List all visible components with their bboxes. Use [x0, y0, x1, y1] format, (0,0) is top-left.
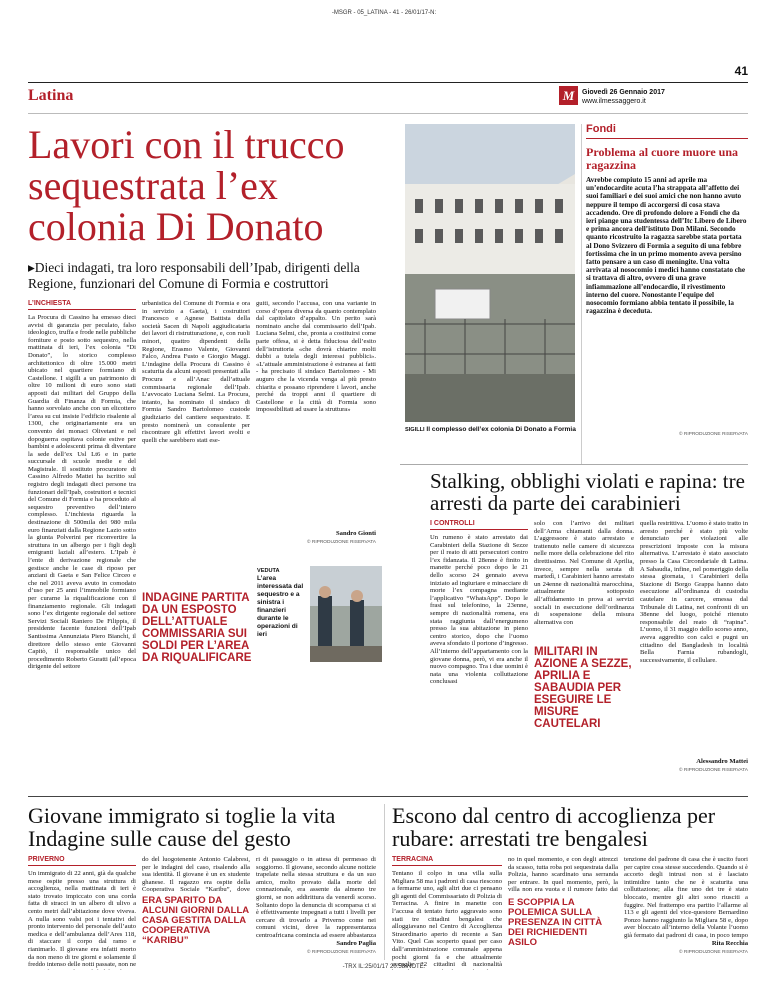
website: www.ilmessaggero.it — [582, 98, 646, 105]
lead-signature: Sandro Gionti — [335, 530, 376, 537]
lead-subhead: ▸Dieci indagati, tra loro responsabili dell’Ipab, dirigenti della Regione, funzionari del Comune di Formia e costruttori — [28, 260, 360, 291]
bottom-column-rule — [384, 804, 385, 960]
terracina-text-2: no in quel momento, e con degli attrezzi da scasso, tutta roba poi sequestrata dalla Polizia, hanno scardinato una serranda per entrare. In quel momento, però, la villa non era vuota e il rumore fatto dai — [508, 856, 618, 894]
separator-bottom — [28, 796, 748, 797]
fondi-rights: © RIPRODUZIONE RISERVATA — [678, 432, 748, 437]
ex-colonia-building-image — [405, 124, 575, 422]
fondi-label: Fondi — [586, 123, 748, 139]
priverno-text-1: Un immigrato di 22 anni, già da qualche mese ospite presso una struttura di accoglienza, nella mattinata di ieri è stato trovato impiccato con una corda fatta di stracci in un albero di ulivo a cento metri dall’abitazione dove viveva. A nulla sono valsi poi i tentativi del pronto intervento del personale dell’auto medica e dell’ambulanza dell’Ares 118, di staccare il corpo dal ramo e rianimarlo. Il giovane era infatti morto da non meno di tre giorni e solamente il freddo intenso delle notti passate, non ne — [28, 870, 136, 969]
lead-text-2: urbanistica del Comune di Formia e ora in servizio a Gaeta), i costruttori Francesco e Agnese Battista della società Sacen di Napoli aggiudicataria dei lavori di ristrutturazione, e, con ruoli minori, quattro dipendenti della Regione, Erasmo Valente, Giovanni Falco, Andrea Fusto e Giorgio Maggi. L’indagine della Procura di Cassino è scaturita da alcuni esposti presentati alla Procura e all’Anac dall’attuale commissaria regionale dell’Ipab. L’avvocato Luciana Selmi. La Procura, intanto, ha nominato il sindaco di Formia Sandro Bartolomeo custode giudiziario del cantiere sequestrato. E presto nominerà un consulente per riscontrare gli effettivi lavori svolti e quelli che sarebbero stati ese- — [142, 300, 250, 444]
section-title: Latina — [28, 87, 74, 104]
page-slug: -MSGR - 05_LATINA - 41 - 26/01/17-N: — [331, 10, 437, 16]
issue-date: Giovedì 26 Gennaio 2017 — [582, 89, 665, 96]
page-number: 41 — [734, 64, 748, 78]
priverno-signature: Sandro Paglia — [336, 940, 376, 947]
lead-column-3 — [256, 300, 376, 545]
stalking-pull-quote: MILITARI IN AZIONE A SEZZE, APRILIA E SABAUDIA PER ESEGUIRE LE MISURE CAUTELARI — [534, 646, 632, 730]
terracina-signature: Rita Recchia — [711, 940, 748, 947]
stalking-signature: Alessandro Mattei — [696, 758, 748, 765]
finanzieri-image — [310, 566, 382, 662]
priverno-column-1 — [28, 856, 136, 970]
lead-photo — [405, 124, 575, 422]
issue-date-block — [582, 88, 665, 106]
terracina-rights: © RIPRODUZIONE RISERVATA — [678, 949, 748, 955]
terracina-column-1 — [392, 856, 502, 970]
stalking-column-3 — [640, 520, 748, 773]
lead-headline: Lavori con il trucco sequestrata l’ex colonia Di Donato — [28, 122, 345, 249]
section-rule — [28, 113, 748, 114]
terracina-pull-quote: E SCOPPIA LA POLEMICA SULLA PRESENZA IN CITTÀ DEI RICHIEDENTI ASILO — [508, 897, 603, 948]
stalking-headline: Stalking, obblighi violati e rapina: tre arresti da parte dei carabinieri — [430, 469, 745, 515]
lead-rights: © RIPRODUZIONE RISERVATA — [306, 539, 376, 545]
terracina-kicker: TERRACINA — [392, 856, 502, 866]
top-rule — [28, 82, 748, 83]
stalking-kicker: I CONTROLLI — [430, 520, 528, 530]
finanzieri-caption-label: VEDUTA — [257, 568, 280, 574]
finanzieri-caption-text: L’area interessata dal sequestro e a sinistra i finanzieri durante le operazioni di ieri — [257, 575, 304, 638]
priverno-pull-quote: ERA SPARITO DA ALCUNI GIORNI DALLA CASA GESTITA DALLA COOPERATIVA “KARIBU” — [142, 895, 249, 946]
terracina-text-1: Tentano il colpo in una villa sulla Migliara 58 ma i padroni di casa riescono a fermarne uno, agli altri due ci pensano gli agenti del Commissariato di Polizia di Terracina. A finire in manette con l’accusa di tentato furto aggravato sono stati tre cittadini bengalesi che alloggiavano nel Centro di Accoglienza Straordinario aperto di recente a San Vito. Quel Cas scoperto quasi per caso dall’amministrazione comunale appena pochi giorni fa e che attualmente accoglie 22 cittadini di nazionalità — [392, 870, 502, 969]
page-footer-slug: -TRX IL:25/01/17 20:58-NOTE: — [342, 964, 426, 970]
column-rule — [581, 124, 582, 464]
lead-kicker: L’INCHIESTA — [28, 300, 136, 310]
lead-text-3: guiti, secondo l’accusa, con una variante in corso d’opera diversa da quanto contemplato dal capitolato d’appalto. Un perito sarà nominato anche dal commissario dell’Ipab. Luciana Selmi, che, pronta a costituirsi come parte offesa, si è detta fiduciosa dell’esito dell’istruttoria «che dovrà chiarire molti dubbi a tutela degli interessi pubblici». «L’attuale amministrazione è estranea ai fatti - ha precisato il sindaco Bartolomeo - Mi auguro che la vicenda venga al più presto chiarita e possano riprendere i lavori, anche perché da troppi anni il quartiere di Castellone e la città di Formia sono impossibilitati ad usare la struttura» — [256, 300, 376, 414]
lead-pull-quote-text: INDAGINE PARTITA DA UN ESPOSTO DELL’ATTUALE COMMISSARIA SUI SOLDI PER L’AREA DA RIQUALIFICARE — [142, 592, 252, 664]
priverno-rights: © RIPRODUZIONE RISERVATA — [306, 949, 376, 955]
finanzieri-photo — [310, 566, 382, 662]
lead-text-1: La Procura di Cassino ha emesso dieci avvisi di garanzia per peculato, falso ideologico, truffa e frode nelle pubbliche forniture e posto sotto sequestro, nella mattinata di ieri, l’ex colonia “Di Donato”, lo storico complesso architettonico di oltre 15.000 metri ubicato nel quartiere formiano di Castellone. I sigilli a un patrimonio di oltre 10 milioni di euro sono stati apposti dai militari del Gruppo della Guardia di Finanza di Formia, che hanno sorvolato anche con un elicottero l’area su cui insiste l’edificio risalente al 1300, che originariamente era un convento dei monaci Olivetani e nel dopoguerra ospitava colonie estive per bambini e adolescenti prima di diventare la sede dell’ex Usl Lt6 e in parte succursale di scuole medie e del Magistrale. Il sostituto procuratore di Cassino Alfredo Mattei ha iscritto sul registro degli indagati dieci persone tra funzionari dell’Ipab, costruttori e tecnici del Comune di Formia e ha proceduto al sequestro preventivo dell’intero complesso. L’inchiesta riguarda la destinazione di 500mila dei 980 mila euro finanziati dalla Regione Lazio sotto la giunta Polverini per riconvertire la struttura in un albergo per i figli degli emigranti laziali all’estero. L’Ipab è l’ente di derivazione regionale che gestisce anche le case di riposo per anziani di Gaeta e San Felice Circeo e che nel 2011 aveva avuto in comodato d’uso per 25 anni l’immobile formiano per curarne la riqualificazione con il finanziamento regionale. Gli indagati sono l’ex dirigente regionale del settore Servizi Sociali Raniero De Filippis, il presidente facente funzioni dell’Ipab Santissima Annunziata Piero Bianchi, il direttore dello stesso ente Giovanni Capitò, il responsabile unico del procedimento Roberto Guratti (all’epoca dirigente del settore — [28, 314, 136, 671]
lead-pull-quote — [142, 592, 252, 664]
priverno-text-3: ri di passaggio o in attesa di permesso di soggiorno. Il giovane, secondo alcune notizie trapelate nella stessa struttura e da un suo amico, molto provato dalla morte del connazionale, era assente da almeno tre giorni, se non addirittura da venerdì scorso. Soltanto dopo la denuncia di scomparsa ci si è effettivamente impegnati a tutti i livelli per cercare di trovarlo a Priverno come nei comuni vicini, dove la rappresentanza centroafricana comincia ad essere abbastanza — [256, 856, 376, 939]
caption-label: SIGILLI — [405, 427, 425, 433]
finanzieri-caption — [257, 567, 307, 639]
fondi-headline: Problema al cuore muore una ragazzina — [586, 145, 738, 172]
terracina-text-3: tenzione del padrone di casa che è uscito fuori per capire cosa stesse succedendo. Quando si è accorto degli intrusi non si è lasciato intimidire tanto che ne è scaturita una colluttazione; alla fine uno dei tre è stato bloccato, mentre gli altri sono riusciti a fuggire. Nel frattempo era partito l’allarme al 113 e gli agenti del vice-questore Bernardino Ponzo hanno raggiunto la Migliara 58 e, dopo aver bloccato all’interno della Volante l’uomo già fermato dai padroni di casa, in poco tempo — [624, 856, 748, 939]
priverno-column-3 — [256, 856, 376, 955]
stalking-text-1: Un rumeno è stato arrestato dai Carabinieri della Stazione di Sezze per il reato di atti persecutori contro l’ex fidanzata. Il 28enne è finito in manette perché poco dopo le 21 dello scorso 24 gennaio aveva iniziato ad ingiuriare e minacciare di morte l’ex compagna mediante l’applicativo “WhatsApp”. Dopo le frasi sul telefonino, la 23enne, sempre di nazionalità romena, era stata raggiunta dall’energumeno presso la sua abitazione in pieno centro storico, dopo che l’uomo aveva sfondato il portone d’ingresso. All’interno dell’appartamento con la giovane donna, però, vi era anche il nuovo compagno. Tra i due uomini è nata una violenta colluttazione conclusasi — [430, 534, 528, 686]
priverno-text-2: do del luogotenente Antonio Calabresi, per le indagini del caso, risalendo alla sua identità. Il giovane è un ex studente ghanese. Il ragazzo era ospite della Cooperativa Sociale “Karibu”, dove — [142, 856, 250, 892]
separator-stalking — [400, 464, 748, 465]
priverno-headline: Giovane immigrato si toglie la vita Indagine sulle cause del gesto — [28, 803, 336, 851]
priverno-kicker: PRIVERNO — [28, 856, 136, 866]
fondi-body: Avrebbe compiuto 15 anni ad aprile ma un’endocardite acuta l’ha strappata all’affetto dei suoi familiari e dei suoi amici che non hanno avuto neppure il tempo di accorgersi di cosa stava accadendo. Ore di profondo dolore a Fondi che da ieri piange una studentessa dell’Itc Libero de Libero e prima ancora dell’istituto Don Milani. Secondo quanto ricostruito la ragazza sarebbe stata portata al Dono Svizzero di Formia a seguito di una febbre fortissima che in un primo momento aveva persino fatto pensare a un caso di meningite. Una volta arrivata al nosocomio i medici hanno constatato che si trattava di altro, ovvero di una grave infiammazione all’endocardio, il rivestimento interno del cuore. Nonostante l’equipe del nosocomio formiano abbia tentato il possibile, la ragazzina è deceduta. — [586, 176, 747, 316]
lead-photo-caption — [405, 426, 580, 434]
terracina-column-3 — [624, 856, 748, 955]
terracina-headline: Escono dal centro di accoglienza per rubare: arrestati tre bengalesi — [392, 803, 716, 851]
stalking-rights: © RIPRODUZIONE RISERVATA — [678, 767, 748, 773]
stalking-text-2: solo con l’arrivo dei militari dell’Arma chiamanti dalla donna. L’aggressore è stato arrestato e trattenuto nelle camere di sicurezza nelle more della celebrazione del rito direttissimo. Nel Comune di Aprilia, invece, sempre nella serata di martedì, i Carabinieri hanno arrestato un 24enne di nazionalità marocchina, attualmente sottoposto all’affidamento in prova ai servizi sociali in esecuzione dell’ordinanza di sospensione della misura alternativa con — [534, 520, 634, 626]
stalking-text-3: quella restrittiva. L’uomo è stato tratto in arresto perché è stato più volte denunciato per violazioni alle prescrizioni imposte con la misura alternativa. L’arrestato è stato associato presso la Casa Circondariale di Latina. A Sabaudia, infine, nel pomeriggio della stessa giornata, i Carabinieri della Stazione di Borgo Grappa hanno dato esecuzione all’ordinanza di custodia cautelare in carcere, emessa dal Tribunale di Latina, nei confronti di un 38enne del luogo, poiché ritenuto responsabile del reato di “rapina”. L’uomo, il 31 maggio dello scorso anno, aveva aggredito con calci e pugni un cittadino del Bangladesh in località Bella Farnia rubandogli, successivamente, il cellulare. — [640, 520, 748, 664]
newspaper-logo: M — [559, 86, 578, 105]
caption-text: Il complesso dell’ex colonia Di Donato a Formia — [426, 426, 576, 433]
